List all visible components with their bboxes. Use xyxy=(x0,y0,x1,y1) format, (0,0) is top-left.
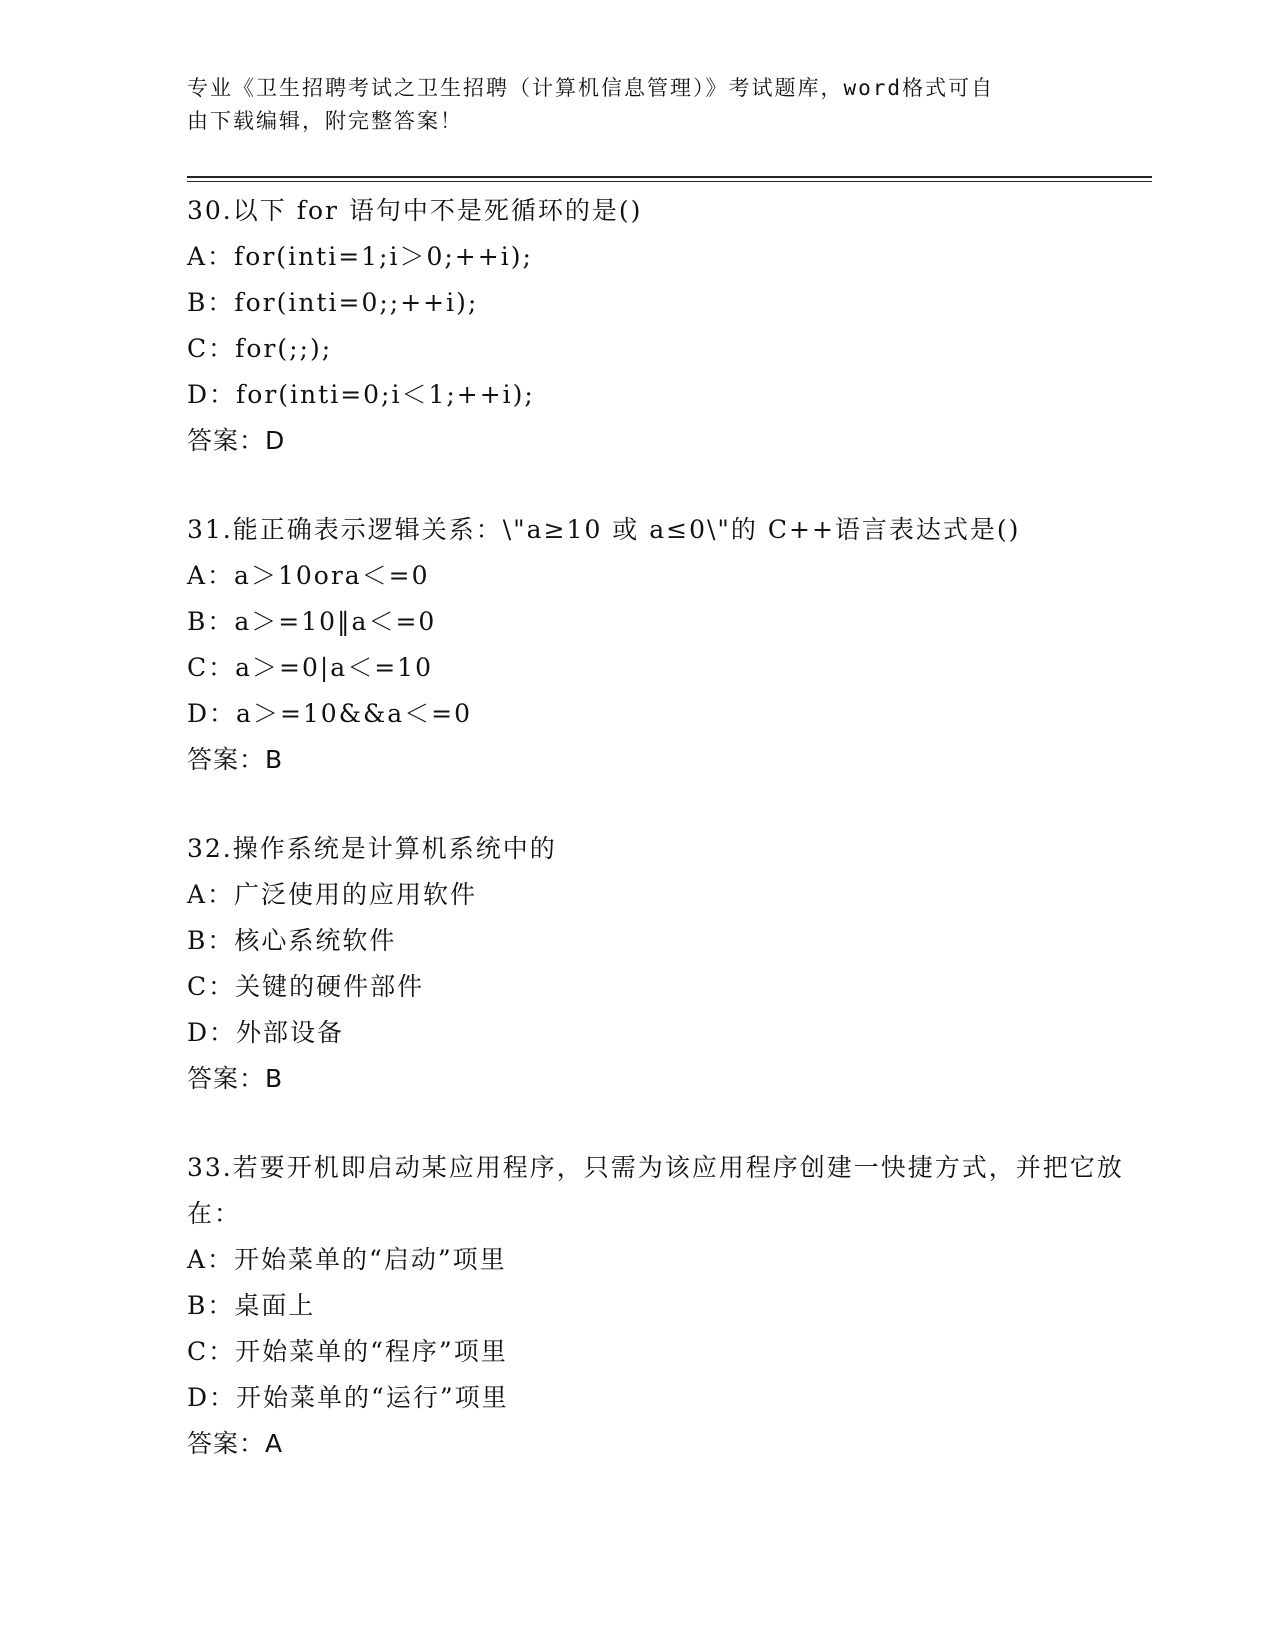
answer: 答案：D xyxy=(187,426,286,455)
option-a: A：开始菜单的“启动”项里 xyxy=(187,1245,507,1274)
option-a: A：for(inti=1;i＞0;++i); xyxy=(187,242,533,271)
option-c: C：a＞=0|a＜=10 xyxy=(187,653,433,682)
option-d: D：for(inti=0;i＜1;++i); xyxy=(187,380,535,409)
header-line-1: 专业《卫生招聘考试之卫生招聘（计算机信息管理）》考试题库，word格式可自 xyxy=(187,76,995,100)
answer: 答案：B xyxy=(187,745,284,774)
option-b: B：a＞=10‖a＜=0 xyxy=(187,607,437,636)
question-32 xyxy=(187,826,1152,1102)
answer: 答案：B xyxy=(187,1064,284,1093)
option-d: D：a＞=10&&a＜=0 xyxy=(187,699,472,728)
question-title: 31.能正确表示逻辑关系：\"a≥10 或 a≤0\"的 C++语言表达式是() xyxy=(187,515,1021,544)
document-header xyxy=(187,72,1067,138)
question-31 xyxy=(187,507,1152,783)
header-divider-thick xyxy=(187,176,1152,178)
option-b: B：核心系统软件 xyxy=(187,926,397,955)
option-b: B：for(inti=0;;++i); xyxy=(187,288,479,317)
option-c: C：开始菜单的“程序”项里 xyxy=(187,1337,508,1366)
option-a: A：广泛使用的应用软件 xyxy=(187,880,478,909)
question-title: 33.若要开机即启动某应用程序，只需为该应用程序创建一快捷方式，并把它放在： xyxy=(187,1153,1124,1228)
option-b: B：桌面上 xyxy=(187,1291,316,1320)
question-title: 32.操作系统是计算机系统中的 xyxy=(187,834,557,863)
answer: 答案：A xyxy=(187,1429,284,1458)
option-c: C：关键的硬件部件 xyxy=(187,972,425,1001)
question-30 xyxy=(187,188,1152,464)
question-list xyxy=(187,188,1152,1510)
option-a: A：a＞10ora＜=0 xyxy=(187,561,430,590)
header-divider-thin xyxy=(187,181,1152,182)
option-d: D：外部设备 xyxy=(187,1018,345,1047)
option-d: D：开始菜单的“运行”项里 xyxy=(187,1383,509,1412)
option-c: C：for(;;); xyxy=(187,334,333,363)
header-line-2: 由下载编辑，附完整答案！ xyxy=(187,109,463,133)
question-title: 30.以下 for 语句中不是死循环的是() xyxy=(187,196,643,225)
question-33 xyxy=(187,1145,1152,1467)
